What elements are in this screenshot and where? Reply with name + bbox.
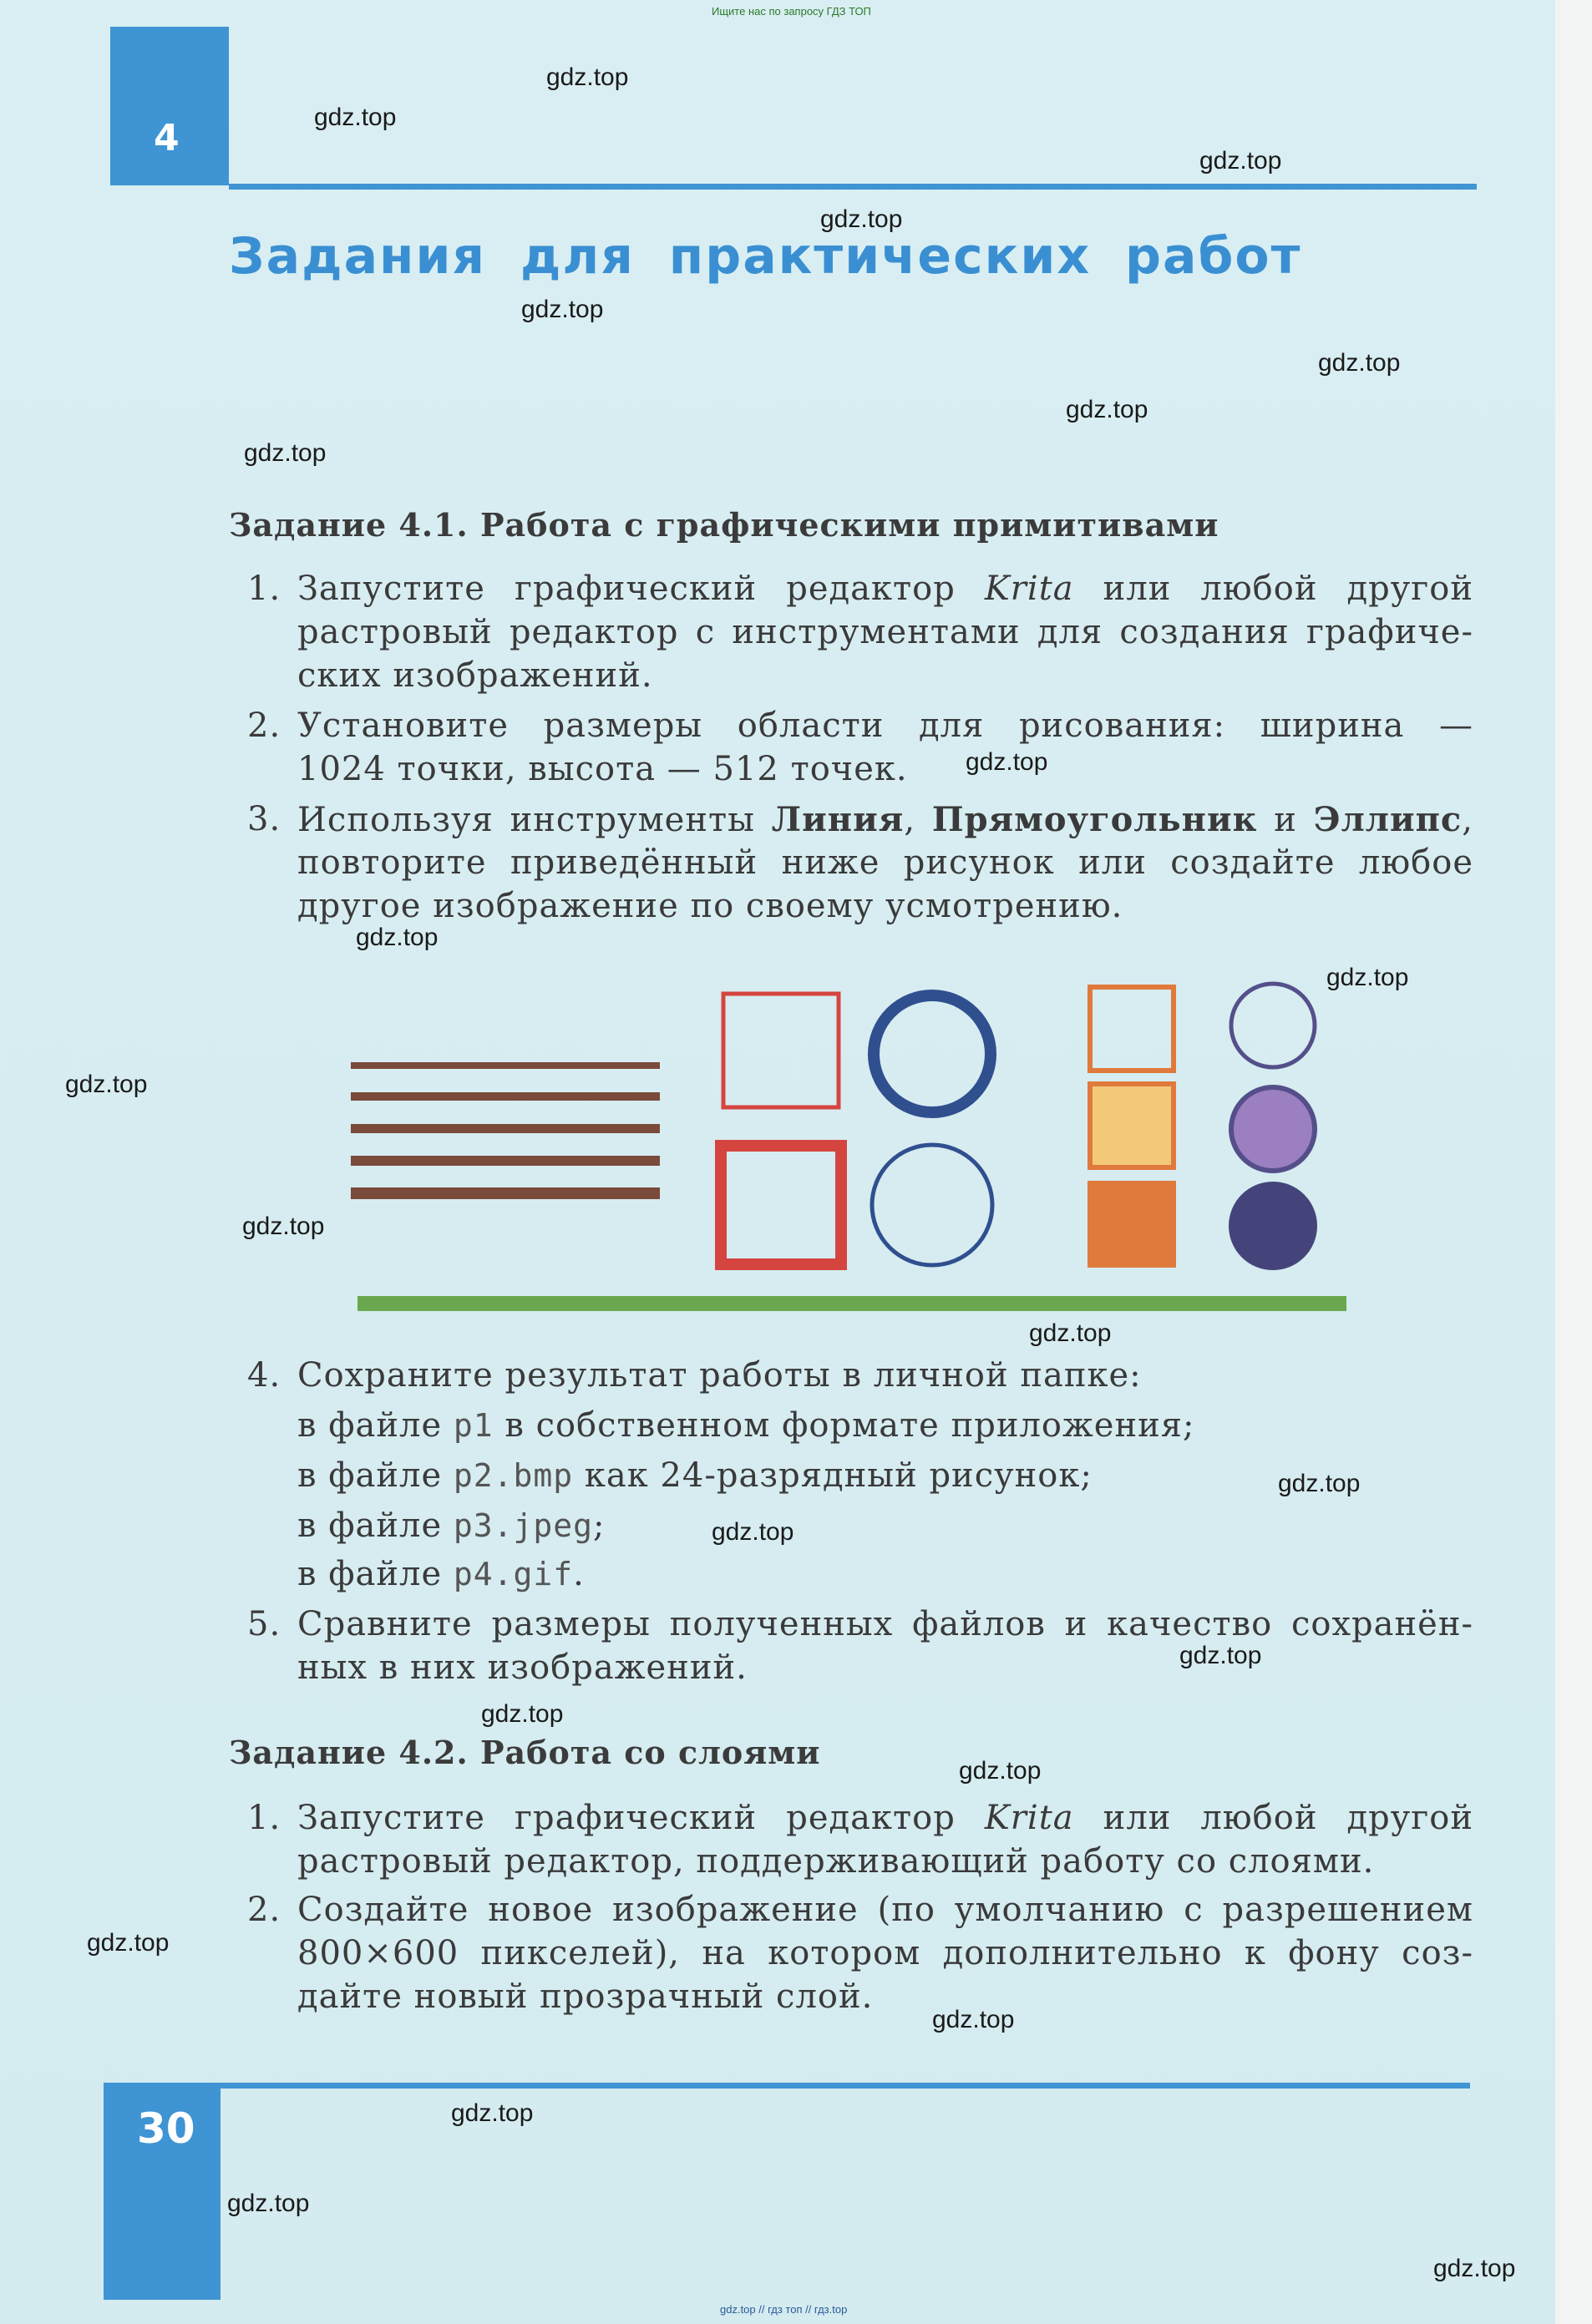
watermark: gdz.top xyxy=(1433,2255,1516,2282)
watermark: gdz.top xyxy=(1179,1642,1262,1669)
thick-blue-ring xyxy=(874,995,991,1112)
tool-rectangle: Прямоугольник xyxy=(931,800,1258,839)
item-number: 1. xyxy=(247,1799,281,1837)
watermark: gdz.top xyxy=(1199,147,1282,175)
watermark: gdz.top xyxy=(244,439,327,467)
brown-line xyxy=(351,1124,660,1133)
watermark: gdz.top xyxy=(959,1757,1042,1785)
file-name: p1 xyxy=(453,1407,494,1444)
watermark: gdz.top xyxy=(314,104,397,131)
purple-ring xyxy=(1231,984,1315,1067)
watermark: gdz.top xyxy=(451,2099,534,2127)
yellow-filled-square xyxy=(1090,1084,1174,1167)
task-4-1-item-1-line-1: Запустите графический редактор Krita или любой другой xyxy=(297,570,1474,608)
item-number: 3. xyxy=(247,800,281,838)
file-line: в файле p2.bmp как 24-разрядный рисунок; xyxy=(297,1456,1093,1495)
navy-circle xyxy=(1229,1182,1317,1270)
primitives-figure xyxy=(334,969,1370,1319)
chapter-tab xyxy=(110,27,229,185)
watermark: gdz.top xyxy=(1326,964,1409,991)
tool-line: Линия xyxy=(771,800,905,839)
task-4-1-item-2-line-1: Установите размеры области для рисования: ширина — xyxy=(297,706,1473,745)
item-number: 1. xyxy=(247,570,281,608)
task-4-2-item-1-line-1: Запустите графический редактор Krita или любой другой xyxy=(297,1799,1474,1837)
watermark: gdz.top xyxy=(1278,1470,1361,1497)
watermark: gdz.top xyxy=(1066,396,1148,423)
item-number: 5. xyxy=(247,1605,281,1643)
task-4-2-item-2-line-1: Создайте новое изображение (по умолчанию с разрешением xyxy=(297,1891,1473,1929)
app-name: Krita xyxy=(984,570,1074,608)
brown-line xyxy=(351,1062,660,1069)
watermark: gdz.top xyxy=(546,63,629,91)
page-title: Задания для практических работ xyxy=(229,227,1302,286)
watermark: gdz.top xyxy=(932,2006,1015,2033)
item-number: 4. xyxy=(247,1356,281,1395)
watermark: gdz.top xyxy=(521,296,604,323)
thick-red-square xyxy=(721,1146,841,1264)
task-4-1-item-3-line-1: Используя инструменты Линия, Прямоугольник и Эллипс, xyxy=(297,800,1473,839)
bottom-note: gdz.top // гдз топ // гдз.top xyxy=(720,2303,848,2316)
page-number: 30 xyxy=(137,2104,195,2153)
footer-rule xyxy=(221,2083,1470,2089)
file-name: p4.gif xyxy=(453,1556,574,1592)
task-4-1-item-5-line-2: ных в них изображений. xyxy=(297,1648,748,1687)
watermark: gdz.top xyxy=(242,1213,325,1240)
watermark: gdz.top xyxy=(356,924,439,951)
green-line xyxy=(357,1296,1346,1311)
thin-blue-ring xyxy=(872,1145,992,1265)
orange-outline-square xyxy=(1090,987,1174,1071)
brown-lines xyxy=(351,1062,660,1199)
watermark: gdz.top xyxy=(1029,1319,1112,1347)
task-4-1-item-2-line-2: 1024 точки, высота — 512 точек. xyxy=(297,750,908,788)
brown-line xyxy=(351,1187,660,1199)
chapter-number: 4 xyxy=(154,117,180,159)
orange-filled-square xyxy=(1088,1181,1176,1268)
task-4-1-item-1-line-2: растровый редактор с инструментами для создания графиче- xyxy=(297,613,1473,651)
watermark: gdz.top xyxy=(820,205,903,233)
task-4-2-item-1-line-2: растровый редактор, поддерживающий работу со слоями. xyxy=(297,1842,1375,1881)
file-line: в файле p3.jpeg; xyxy=(297,1506,606,1545)
watermark: gdz.top xyxy=(481,1700,564,1728)
file-line: в файле p4.gif. xyxy=(297,1555,585,1593)
brown-line xyxy=(351,1092,660,1101)
brown-line xyxy=(351,1156,660,1166)
tool-ellipse: Эллипс xyxy=(1313,800,1463,839)
file-line: в файле p1 в собственном формате приложения; xyxy=(297,1406,1195,1445)
file-name: p3.jpeg xyxy=(453,1507,594,1544)
watermark: gdz.top xyxy=(87,1929,170,1957)
task-4-1-title: Задание 4.1. Работа с графическими примитивами xyxy=(229,506,1219,544)
watermark: gdz.top xyxy=(966,748,1048,776)
thin-red-square xyxy=(723,994,839,1107)
task-4-1-item-3-line-3: другое изображение по своему усмотрению. xyxy=(297,887,1123,925)
watermark: gdz.top xyxy=(227,2190,310,2217)
header-rule xyxy=(229,184,1477,190)
task-4-2-item-2-line-3: дайте новый прозрачный слой. xyxy=(297,1977,874,2016)
lilac-circle xyxy=(1231,1087,1315,1171)
item-number: 2. xyxy=(247,706,281,745)
task-4-1-item-1-line-3: ских изображений. xyxy=(297,656,653,695)
top-note: Ищите нас по запросу ГДЗ ТОП xyxy=(712,5,871,18)
watermark: gdz.top xyxy=(1318,349,1401,377)
item-number: 2. xyxy=(247,1891,281,1929)
task-4-2-title: Задание 4.2. Работа со слоями xyxy=(229,1734,821,1771)
file-name: p2.bmp xyxy=(453,1457,574,1494)
task-4-1-item-4-line-1: Сохраните результат работы в личной папке: xyxy=(297,1356,1142,1395)
watermark: gdz.top xyxy=(712,1518,794,1546)
task-4-1-item-5-line-1: Сравните размеры полученных файлов и качество сохранён- xyxy=(297,1605,1473,1643)
watermark: gdz.top xyxy=(65,1071,148,1098)
app-name: Krita xyxy=(984,1799,1074,1837)
task-4-2-item-2-line-2: 800×600 пикселей), на котором дополнительно к фону соз- xyxy=(297,1934,1473,1972)
page-edge xyxy=(1555,0,1592,2324)
task-4-1-item-3-line-2: повторите приведённый ниже рисунок или создайте любое xyxy=(297,843,1473,882)
